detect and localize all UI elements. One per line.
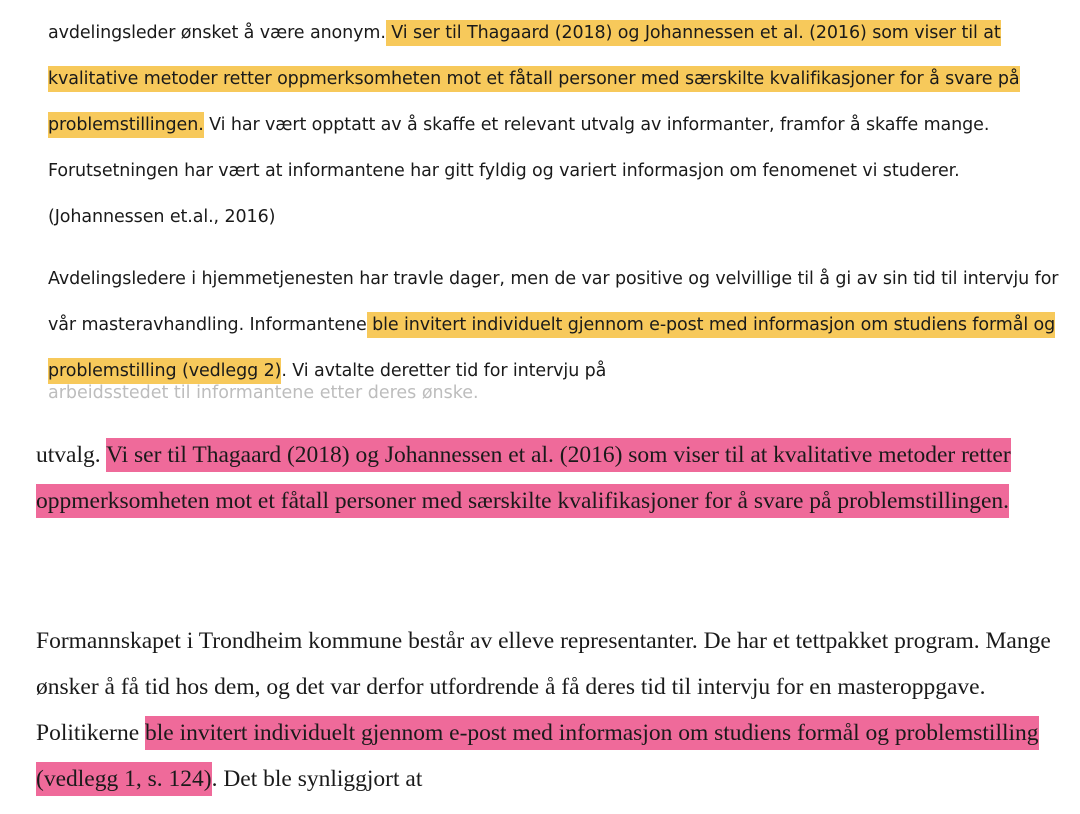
- excerpt-a-p2-tail: . Vi avtalte deretter tid for intervju på: [281, 361, 607, 381]
- excerpt-a-paragraph-2: [48, 256, 1064, 394]
- excerpt-a-p1-tail: Vi har vært opptatt av å skaffe et relevant utvalg av informanter, framfor å skaffe mange. Forutsetningen har vært at informantene har gitt fyldig og variert informasjon om fenomenet vi studerer. (Johannessen et.al., 2016): [48, 115, 990, 227]
- excerpt-b-p1-highlight: Vi ser til Thagaard (2018) og Johannessen et al. (2016) som viser til at kvalitative metoder retter oppmerksomheten mot et fåtall personer med særskilte kvalifikasjoner for å svare på problemstillingen.: [36, 438, 1011, 518]
- excerpt-b-p2-lead: Formannskapet i Trondheim kommune består av elleve representanter. De har et tettpakket program. Mange ønsker å få tid hos dem, og det var derfor utfordrende å få deres tid til intervju for en masteroppgave. Politikerne: [36, 628, 1051, 746]
- excerpt-a-p2-lead: Avdelingsledere i hjemmetjenesten har travle dager, men de var positive og velvillige til å gi av sin tid til intervju for vår masteravhandling. Informantene: [48, 269, 1059, 335]
- excerpt-b-thesis-page: [0, 420, 1080, 814]
- excerpt-b-paragraph-1: [36, 432, 1066, 524]
- excerpt-a-p2-highlight: ble invitert individuelt gjennom e-post med informasjon om studiens formål og problemstilling (vedlegg 2): [48, 312, 1055, 384]
- excerpt-a-p1-lead: avdelingsleder ønsket å være anonym.: [48, 23, 386, 43]
- excerpt-b-p2-highlight: ble invitert individuelt gjennom e-post med informasjon om studiens formål og problemstilling (vedlegg 1, s. 124): [36, 716, 1039, 796]
- excerpt-a-paragraph-1: [48, 10, 1064, 240]
- excerpt-b-p2-tail: . Det ble synliggjort at: [211, 766, 423, 792]
- excerpt-a-cut-off-line: arbeidsstedet til informantene etter deres ønske.: [48, 383, 479, 403]
- excerpt-a-p1-highlight: Vi ser til Thagaard (2018) og Johannessen et al. (2016) som viser til at kvalitative metoder retter oppmerksomheten mot et fåtall personer med særskilte kvalifikasjoner for å svare på problemstillingen.: [48, 20, 1020, 138]
- excerpt-b-paragraph-2: [36, 618, 1066, 802]
- excerpt-b-p1-lead: utvalg.: [36, 442, 107, 468]
